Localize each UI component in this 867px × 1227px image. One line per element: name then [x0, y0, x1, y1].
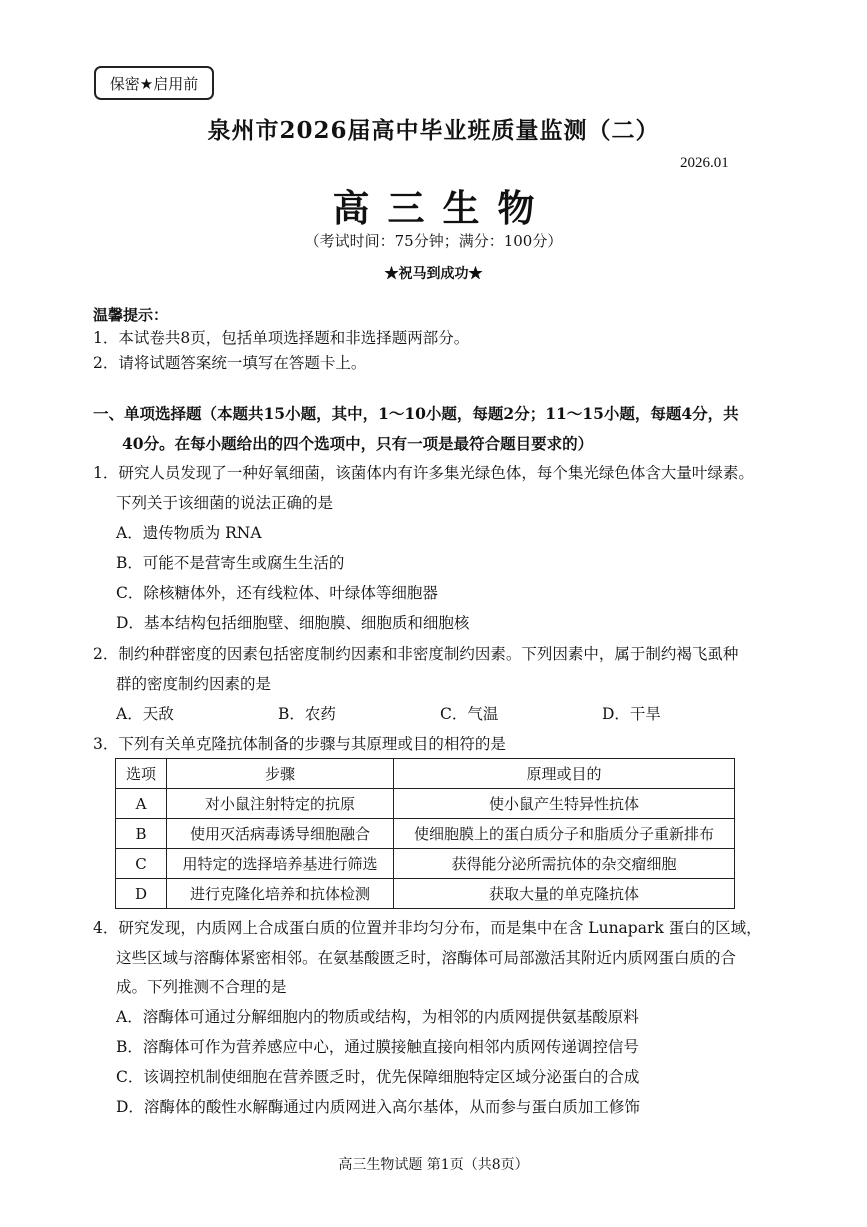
- q2-option-d: D．干旱: [602, 705, 661, 723]
- table-cell: 使细胞膜上的蛋白质分子和脂质分子重新排布: [394, 819, 735, 849]
- q1-stem: 1．研究人员发现了一种好氧细菌，该菌体内有许多集光绿色体，每个集光绿色体含大量叶绿素。: [93, 464, 754, 482]
- table-header-row: [116, 759, 735, 789]
- section-heading: 一、单项选择题（本题共15小题，其中，1～10小题，每题2分；11～15小题，每题4分，共: [93, 404, 739, 423]
- q4-option-a: A．溶酶体可通过分解细胞内的物质或结构，为相邻的内质网提供氨基酸原料: [116, 1008, 639, 1026]
- table-cell: C: [116, 849, 167, 879]
- q2-option-b: B．农药: [278, 705, 336, 723]
- q4-option-d: D．溶酶体的酸性水解酶通过内质网进入高尔基体，从而参与蛋白质加工修饰: [116, 1098, 640, 1116]
- q2-stem-cont: 群的密度制约因素的是: [116, 675, 272, 693]
- q4-stem-cont: 成。下列推测不合理的是: [116, 978, 287, 996]
- table-cell: 使用灭活病毒诱导细胞融合: [167, 819, 394, 849]
- page-footer: 高三生物试题 第1页（共8页）: [338, 1157, 529, 1173]
- exam-info: （考试时间：75分钟；满分：100分）: [304, 232, 563, 250]
- tip-item: 1．本试卷共8页，包括单项选择题和非选择题两部分。: [93, 329, 470, 347]
- q3-table: [115, 758, 735, 909]
- q3-stem: 3．下列有关单克隆抗体制备的步骤与其原理或目的相符的是: [93, 735, 506, 753]
- q4-stem: 4．研究发现，内质网上合成蛋白质的位置并非均匀分布，而是集中在含 Lunapark 蛋白的区域，: [93, 919, 762, 937]
- q1-option-b: B．可能不是营寄生或腐生生活的: [116, 554, 345, 572]
- tips-heading: 温馨提示：: [93, 306, 169, 324]
- q2-options: [116, 699, 764, 729]
- exam-title: 泉州市2026届高中毕业班质量监测（二）: [207, 117, 660, 144]
- q2-option-a: A．天敌: [116, 705, 174, 723]
- table-cell: 获得能分泌所需抗体的杂交瘤细胞: [394, 849, 735, 879]
- table-cell: B: [116, 819, 167, 849]
- table-cell: 用特定的选择培养基进行筛选: [167, 849, 394, 879]
- q4-stem-cont: 这些区域与溶酶体紧密相邻。在氨基酸匮乏时，溶酶体可局部激活其附近内质网蛋白质的合: [116, 949, 737, 967]
- table-row: [116, 849, 735, 879]
- confidential-label: 保密★启用前: [94, 66, 214, 100]
- table-row: [116, 819, 735, 849]
- table-cell: D: [116, 879, 167, 909]
- q2-stem: 2．制约种群密度的因素包括密度制约因素和非密度制约因素。下列因素中，属于制约褐飞虱种: [93, 645, 739, 663]
- table-cell: A: [116, 789, 167, 819]
- table-cell: 对小鼠注射特定的抗原: [167, 789, 394, 819]
- table-cell: 进行克隆化培养和抗体检测: [167, 879, 394, 909]
- subject-title: 高三生物: [332, 186, 553, 230]
- table-cell: 使小鼠产生特异性抗体: [394, 789, 735, 819]
- q4-option-b: B．溶酶体可作为营养感应中心，通过膜接触直接向相邻内质网传递调控信号: [116, 1038, 639, 1056]
- q1-option-d: D．基本结构包括细胞壁、细胞膜、细胞质和细胞核: [116, 614, 470, 632]
- q2-option-c: C．气温: [440, 705, 499, 723]
- q1-option-c: C．除核糖体外，还有线粒体、叶绿体等细胞器: [116, 584, 438, 602]
- table-cell: 获取大量的单克隆抗体: [394, 879, 735, 909]
- exam-date: 2026.01: [680, 155, 729, 171]
- section-heading-cont: 40分。在每小题给出的四个选项中，只有一项是最符合题目要求的）: [122, 434, 594, 453]
- table-header: 步骤: [167, 759, 394, 789]
- q4-option-c: C．该调控机制使细胞在营养匮乏时，优先保障细胞特定区域分泌蛋白的合成: [116, 1068, 640, 1086]
- table-header: 选项: [116, 759, 167, 789]
- q1-stem-cont: 下列关于该细菌的说法正确的是: [116, 494, 334, 512]
- blessing-text: ★祝马到成功★: [384, 266, 483, 282]
- table-row: [116, 789, 735, 819]
- tip-item: 2．请将试题答案统一填写在答题卡上。: [93, 354, 367, 372]
- table-header: 原理或目的: [394, 759, 735, 789]
- q1-option-a: A．遗传物质为 RNA: [116, 524, 262, 542]
- table-row: [116, 879, 735, 909]
